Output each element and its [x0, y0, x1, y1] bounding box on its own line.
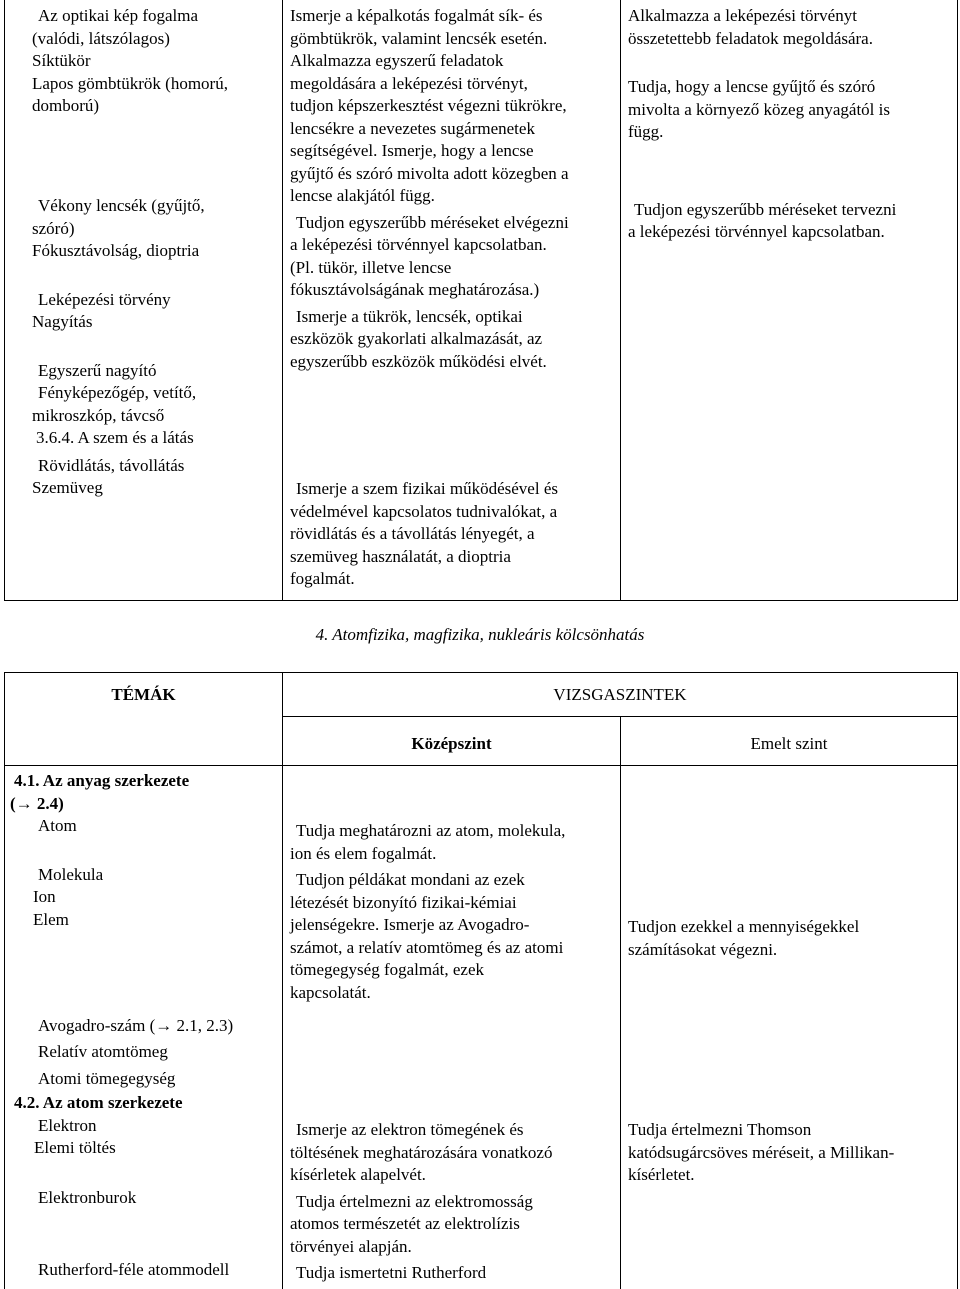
topic-line: Rövidlátás, távollátás: [38, 455, 185, 475]
header-emelt-szint: Emelt szint: [750, 734, 828, 753]
kozep-line: Tudjon egyszerűbb méréseket elvégezni: [296, 212, 569, 232]
topic-4-1-cell: [10, 770, 279, 1090]
kozep-line: fókusztávolságának meghatározása.): [290, 280, 540, 299]
emelt-line: függ.: [628, 122, 664, 141]
kozep-line: segítségével. Ismerje, hogy a lencse: [290, 141, 534, 160]
emelt-line: kísérletet.: [628, 1165, 695, 1184]
topic-item: Elektron: [38, 1115, 97, 1135]
kozep-line: Tudjon példákat mondani az ezek: [296, 870, 525, 889]
kozep-line: Ismerje a tükrök, lencsék, optikai: [296, 306, 523, 326]
topic-line: Szemüveg: [32, 478, 103, 497]
top-emelt-cell: [628, 5, 953, 244]
topic-item: Atomi tömegegység: [38, 1068, 176, 1088]
topic-line: Az optikai kép fogalma: [38, 6, 199, 25]
kozep-line: ion és elem fogalmát.: [290, 843, 437, 863]
kozep-line: jelenségekre. Ismerje az Avogadro-: [290, 915, 530, 934]
kozep-line: Ismerje az elektron tömegének és: [296, 1120, 524, 1139]
header-bottom: [4, 765, 958, 766]
table-border-right: [957, 0, 958, 601]
topic-item: Relatív atomtömeg: [38, 1042, 168, 1061]
emelt-line: összetettebb feladatok megoldására.: [628, 28, 873, 48]
topic-line: Síktükör: [32, 51, 91, 70]
header-kozepszint: Középszint: [411, 734, 492, 753]
emelt-line: Tudjon ezekkel a mennyiségekkel: [628, 917, 860, 936]
topic-line: Egyszerű nagyító: [38, 360, 157, 380]
kozep-line: gömbtükrök, valamint lencsék esetén.: [290, 28, 548, 48]
topic-line: Fókusztávolság, dioptria: [32, 241, 200, 260]
top-kozep-cell: [290, 5, 616, 591]
topic-heading: 4.1. Az anyag szerkezete: [14, 771, 190, 790]
kozep-line: Ismerje a szem fizikai működésével és: [296, 479, 558, 498]
table-border-right: [957, 672, 958, 1289]
emelt-line: Alkalmazza a leképezési törvényt: [628, 6, 857, 25]
topic-4-1-emelt-cell: [628, 916, 953, 961]
topic-line: Leképezési törvény: [38, 289, 171, 309]
kozep-line: rövidlátás és a távollátás lényegét, a: [290, 524, 535, 543]
kozep-line: kísérletek alapelvét.: [290, 1165, 426, 1184]
emelt-line: mivolta a környező közeg anyagától is: [628, 99, 890, 119]
kozep-line: atomos természetét az elektrolízis: [290, 1214, 520, 1233]
topic-item: Avogadro-szám (→ 2.1, 2.3): [38, 1015, 234, 1035]
kozep-line: Tudja ismertetni Rutherford: [296, 1263, 487, 1282]
topic-4-2-kozep-cell: [290, 1119, 616, 1285]
kozep-line: törvényei alapján.: [290, 1236, 412, 1256]
topic-item: Elem: [33, 909, 69, 929]
topic-line: Vékony lencsék (gyűjtő,: [38, 196, 205, 215]
topic-item: Rutherford-féle atommodell: [38, 1260, 230, 1279]
topic-item: Atom: [38, 816, 77, 835]
emelt-line: Tudja, hogy a lencse gyűjtő és szóró: [628, 77, 876, 96]
kozep-line: eszközök gyakorlati alkalmazását, az: [290, 329, 543, 348]
table-divider-2: [620, 716, 621, 1289]
header-vizsgaszintek: VIZSGASZINTEK: [553, 685, 687, 704]
topic-line: Nagyítás: [32, 312, 93, 331]
kozep-line: kapcsolatát.: [290, 982, 371, 1002]
emelt-line: Tudjon egyszerűbb méréseket tervezni: [634, 199, 897, 219]
topic-line: (valódi, látszólagos): [32, 28, 170, 48]
topic-heading: (→ 2.4): [10, 793, 64, 813]
emelt-line: a leképezési törvénnyel kapcsolatban.: [628, 222, 885, 241]
kozep-line: Ismerje a képalkotás fogalmát sík- és: [290, 6, 543, 25]
topic-item: Ion: [33, 887, 56, 906]
header-temak: TÉMÁK: [111, 685, 176, 704]
topic-4-1-kozep-cell: [290, 820, 616, 1004]
kozep-line: Tudja meghatározni az atom, molekula,: [296, 821, 566, 840]
topic-heading: 3.6.4. A szem és a látás: [36, 428, 194, 447]
kozep-line: a leképezési törvénnyel kapcsolatban.: [290, 235, 547, 254]
section-title: 4. Atomfizika, magfizika, nukleáris kölcsönhatás: [315, 625, 645, 644]
topic-heading: 4.2. Az atom szerkezete: [14, 1093, 183, 1112]
emelt-line: katódsugárcsöves méréseit, a Millikan-: [628, 1142, 895, 1162]
kozep-line: védelmével kapcsolatos tudnivalókat, a: [290, 501, 558, 521]
topic-4-2-cell: [14, 1092, 279, 1282]
kozep-line: lencsékre a nevezetes sugármenetek: [290, 118, 535, 138]
table-border-left: [4, 672, 5, 1289]
kozep-line: Tudja értelmezni az elektromosság: [296, 1191, 533, 1211]
topic-4-2-emelt-cell: [628, 1119, 953, 1187]
kozep-line: egyszerűbb eszközök működési elvét.: [290, 351, 547, 371]
kozep-line: tömegegység fogalmát, ezek: [290, 960, 485, 979]
kozep-line: fogalmát.: [290, 569, 355, 588]
kozep-line: megoldására a leképezési törvényt,: [290, 73, 528, 93]
topic-item: Molekula: [38, 864, 104, 884]
kozep-line: (Pl. tükör, illetve lencse: [290, 257, 452, 277]
kozep-line: Alkalmazza egyszerű feladatok: [290, 51, 504, 70]
kozep-line: töltésének meghatározására vonatkozó: [290, 1142, 553, 1162]
topic-line: Lapos gömbtükrök (homorú,: [32, 73, 228, 93]
table-border-left: [4, 0, 5, 601]
emelt-line: Tudja értelmezni Thomson: [628, 1120, 812, 1139]
emelt-line: számításokat végezni.: [628, 939, 778, 959]
table-divider-2: [620, 0, 621, 601]
topic-item: Elektronburok: [38, 1187, 137, 1207]
table-border-bottom: [4, 600, 958, 601]
kozep-line: tudjon képszerkesztést végezni tükrökre,: [290, 96, 567, 115]
kozep-line: számot, a relatív atomtömeg és az atomi: [290, 937, 564, 957]
topic-line: Fényképezőgép, vetítő,: [38, 383, 197, 402]
kozep-line: létezését bizonyító fizikai-kémiai: [290, 892, 517, 912]
top-topics-cell: [32, 5, 277, 500]
topic-item: Elemi töltés: [34, 1138, 116, 1157]
table-divider-1: [282, 672, 283, 1289]
topic-line: mikroszkóp, távcső: [32, 405, 165, 425]
topic-line: szóró): [32, 218, 75, 238]
kozep-line: lencse alakjától függ.: [290, 186, 435, 205]
table-divider-1: [282, 0, 283, 601]
kozep-line: szemüveg használatát, a dioptria: [290, 546, 511, 566]
table-border-top: [4, 672, 958, 673]
topic-line: domború): [32, 96, 100, 115]
kozep-line: gyűjtő és szóró mivolta adott közegben a: [290, 163, 569, 183]
